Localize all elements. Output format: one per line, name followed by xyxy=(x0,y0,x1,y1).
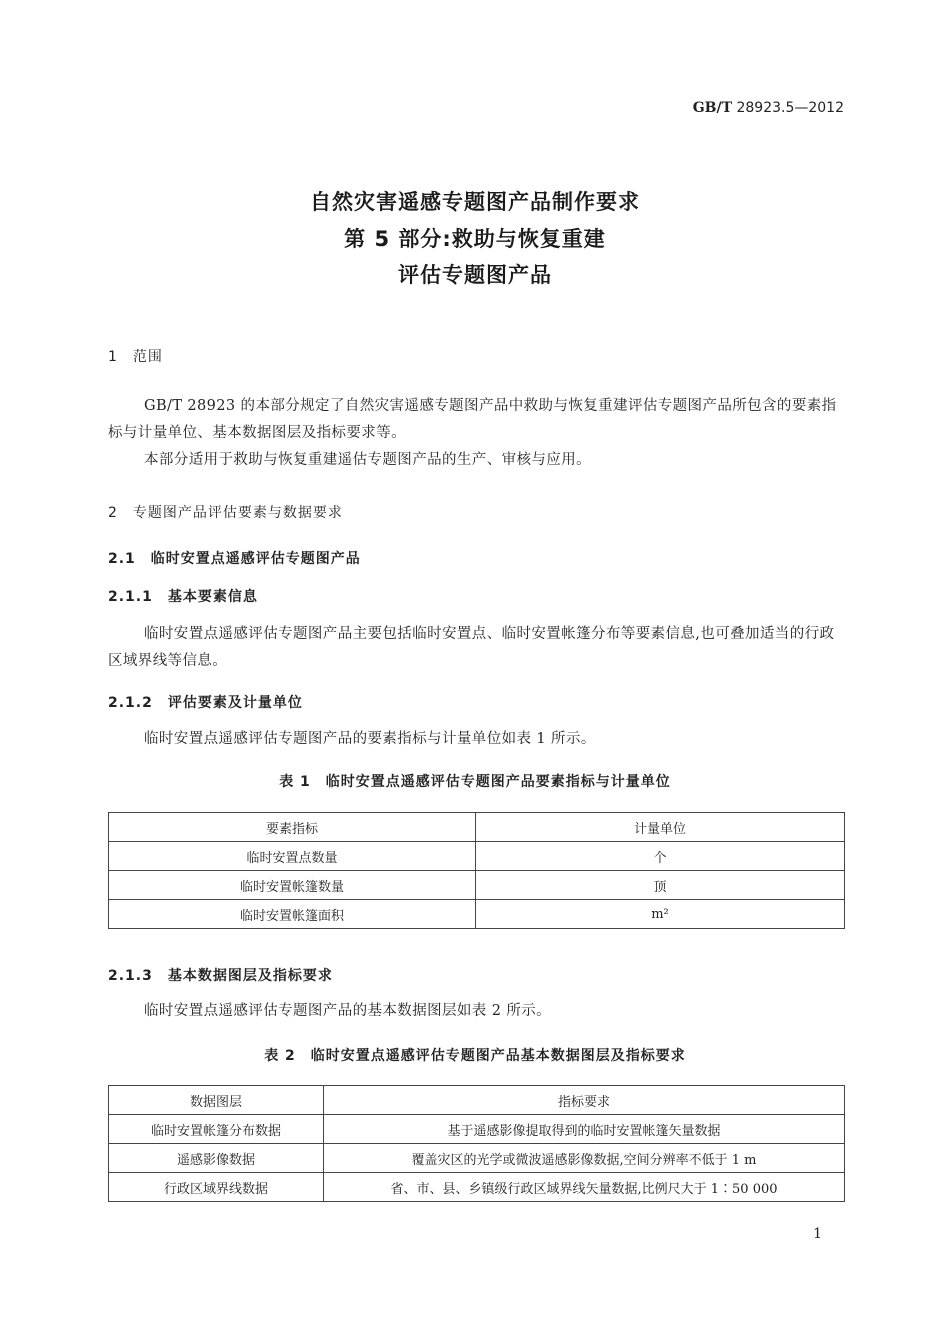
section-2-1-1-heading: 2.1.1 基本要素信息 xyxy=(108,589,258,605)
section-2-1-heading: 2.1 临时安置点遥感评估专题图产品 xyxy=(108,551,361,567)
table-header-cell: 指标要求 xyxy=(324,1086,845,1115)
table-row xyxy=(109,1144,845,1173)
table-cell: 省、市、县、乡镇级行政区域界线矢量数据,比例尺大于 1∶50 000 xyxy=(324,1173,845,1202)
document-title-line1: 自然灾害遥感专题图产品制作要求 xyxy=(310,190,640,214)
table-row xyxy=(109,1115,845,1144)
table-row xyxy=(109,871,845,900)
section-2-1-3-body xyxy=(108,998,848,1025)
table-cell: 覆盖灾区的光学或微波遥感影像数据,空间分辨率不低于 1 m xyxy=(324,1144,845,1173)
table-header-cell: 数据图层 xyxy=(109,1086,324,1115)
table-cell: 遥感影像数据 xyxy=(109,1144,324,1173)
table-header-cell: 要素指标 xyxy=(109,813,476,842)
page-number: 1 xyxy=(813,1226,822,1242)
table-2 xyxy=(108,1085,845,1202)
section-2-heading: 2 专题图产品评估要素与数据要求 xyxy=(108,505,343,521)
document-title-line3: 评估专题图产品 xyxy=(398,263,552,287)
table-cell: 临时安置帐篷面积 xyxy=(109,900,476,929)
section-1-heading: 1 范围 xyxy=(108,349,163,365)
table-1 xyxy=(108,812,845,929)
table-cell: m² xyxy=(476,900,845,929)
table-header-row xyxy=(109,813,845,842)
standard-prefix: GB/T xyxy=(692,100,733,116)
table-row xyxy=(109,1173,845,1202)
table-cell: 个 xyxy=(476,842,845,871)
table-cell: 临时安置点数量 xyxy=(109,842,476,871)
section-2-1-2-heading: 2.1.2 评估要素及计量单位 xyxy=(108,695,303,711)
table-cell: 行政区域界线数据 xyxy=(109,1173,324,1202)
table-row xyxy=(109,842,845,871)
table-cell: 临时安置帐篷数量 xyxy=(109,871,476,900)
section-2-1-1-body xyxy=(108,621,848,675)
table-1-caption: 表 1 临时安置点遥感评估专题图产品要素指标与计量单位 xyxy=(279,774,671,790)
section-2-1-1-paragraph: 临时安置点遥感评估专题图产品主要包括临时安置点、临时安置帐篷分布等要素信息,也可叠加适当的行政区域界线等信息。 xyxy=(108,626,835,669)
table-2-caption: 表 2 临时安置点遥感评估专题图产品基本数据图层及指标要求 xyxy=(264,1048,686,1064)
standard-number xyxy=(693,100,844,116)
section-2-1-2-paragraph: 临时安置点遥感评估专题图产品的要素指标与计量单位如表 1 所示。 xyxy=(144,731,596,747)
section-2-1-2-body xyxy=(108,726,848,753)
table-header-row xyxy=(109,1086,845,1115)
table-row xyxy=(109,900,845,929)
section-1-paragraph-1: GB/T 28923 的本部分规定了自然灾害遥感专题图产品中救助与恢复重建评估专题图产品所包含的要素指标与计量单位、基本数据图层及指标要求等。 xyxy=(108,398,837,441)
table-cell: 临时安置帐篷分布数据 xyxy=(109,1115,324,1144)
section-1-paragraph-2: 本部分适用于救助与恢复重建遥估专题图产品的生产、审核与应用。 xyxy=(144,452,591,468)
document-title-line2: 第 5 部分:救助与恢复重建 xyxy=(344,227,606,251)
table-header-cell: 计量单位 xyxy=(476,813,845,842)
standard-code: 28923.5—2012 xyxy=(736,100,844,116)
section-2-1-3-paragraph: 临时安置点遥感评估专题图产品的基本数据图层如表 2 所示。 xyxy=(144,1003,552,1019)
section-1-body xyxy=(108,393,848,474)
section-2-1-3-heading: 2.1.3 基本数据图层及指标要求 xyxy=(108,968,333,984)
table-cell: 基于遥感影像提取得到的临时安置帐篷矢量数据 xyxy=(324,1115,845,1144)
table-cell: 顶 xyxy=(476,871,845,900)
